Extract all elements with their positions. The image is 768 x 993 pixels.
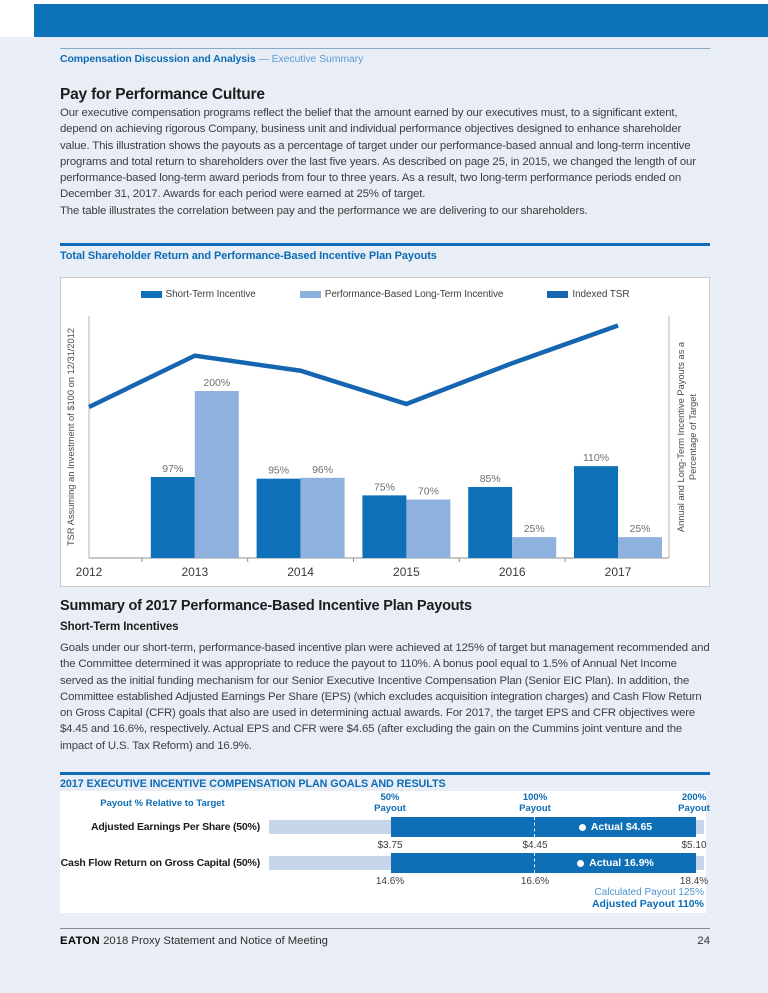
- legend-swatch-icon: [300, 291, 321, 298]
- table-row-eps: [60, 817, 706, 837]
- legend-swatch-icon: [547, 291, 568, 298]
- adjusted-payout: Adjusted Payout 110%: [591, 898, 704, 910]
- footer-title: 2018 Proxy Statement and Notice of Meeting: [103, 935, 328, 947]
- legend-item: [547, 289, 629, 300]
- actual-marker-cfr: [535, 853, 696, 873]
- chart-section-title: Total Shareholder Return and Performance-Based Incentive Plan Payouts: [60, 250, 437, 262]
- tsr-payout-chart-svg: [61, 278, 711, 588]
- svg-text:95%: 95%: [268, 464, 290, 477]
- svg-text:TSR Assuming an Investment of: TSR Assuming an Investment of $100 on 12/31/2012: [66, 327, 76, 547]
- column-header-200: 200% Payout: [678, 792, 710, 814]
- goals-table-title: 2017 EXECUTIVE INCENTIVE COMPENSATION PLAN GOALS AND RESULTS: [60, 778, 446, 790]
- svg-text:70%: 70%: [417, 485, 439, 498]
- column-header-50: 50% Payout: [374, 792, 406, 814]
- actual-marker-eps: [535, 817, 696, 837]
- goals-table-header-left: Payout % Relative to Target: [100, 798, 225, 809]
- intro-paragraph-2: The table illustrates the correlation between pay and the performance we are delivering to our shareholders.: [60, 205, 588, 217]
- values-row-eps: $3.75 $4.45 $5.10: [377, 840, 707, 851]
- svg-text:2014: 2014: [287, 565, 314, 579]
- row-label-cfr: Cash Flow Return on Gross Capital (50%): [60, 857, 260, 869]
- svg-text:97%: 97%: [162, 463, 184, 476]
- legend-swatch-icon: [141, 291, 162, 298]
- chart-legend: [61, 289, 709, 300]
- summary-heading: Summary of 2017 Performance-Based Incentive Plan Payouts: [60, 598, 472, 614]
- page-number: 24: [697, 935, 710, 947]
- summary-paragraph: Goals under our short-term, performance-based incentive plan were achieved at 125% of target but management recommended and the Committee determined it was appropriate to reduce the payout to 110%. A bonus pool equal to 1.5% of Annual Net Income served as the initial funding mechanism for our Senior Executive Incentive Compensation Plan (Senior EIC Plan). In addition, the Committee established Adjusted Earnings Per Share (EPS) (which excludes acquisition integration charges) and Cash Flow Return on Gross Capital (CFR) goals that also are used in determining actual awards. For 2017, the target EPS and CFR objectives were $4.45 and 16.6%, respectively. Actual EPS and CFR were $4.65 (after excluding the gain on the Cummins joint venture and the impact of U.S. Tax Reform) and 16.9%.: [60, 642, 710, 752]
- summary-subheading: Short-Term Incentives: [60, 621, 179, 633]
- svg-text:Percentage of Target: Percentage of Target: [688, 393, 698, 481]
- svg-text:2013: 2013: [181, 565, 209, 579]
- legend-item: [300, 289, 504, 300]
- column-header-100: 100% Payout: [519, 792, 551, 814]
- svg-text:75%: 75%: [373, 481, 395, 494]
- legend-label: Short-Term Incentive: [165, 289, 256, 300]
- goals-table-rule: [60, 772, 710, 775]
- intro-paragraph-1: Our executive compensation programs reflect the belief that the amount earned by our executives must, to a significant extent, depend on achieving rigorous Company, business unit and individual performance objectives designed to enhance shareholder value. This illustration shows the payouts as a percentage of target under our performance-based annual and long-term incentive programs and total return to shareholders over the last five years. As described on page 25, in 2015, we changed the length of our performance-based long-term award periods from four to three years. As a result, two long-term performance periods ended on December 31, 2017. Awards for each period were earned at 25% of target.: [60, 107, 696, 201]
- footer-text: [60, 935, 328, 947]
- svg-text:2015: 2015: [393, 565, 420, 579]
- svg-text:2016: 2016: [498, 565, 526, 579]
- breadcrumb: [60, 53, 710, 65]
- values-row-cfr: 14.6% 16.6% 18.4%: [375, 876, 709, 887]
- row-label-eps: Adjusted Earnings Per Share (50%): [90, 821, 260, 833]
- chart-section-rule: [60, 243, 710, 246]
- goals-table: [60, 791, 710, 913]
- breadcrumb-subsection: Executive Summary: [271, 53, 364, 65]
- breadcrumb-rule: [60, 48, 710, 49]
- top-banner-bar: [34, 4, 768, 37]
- eaton-logo-text: EATON: [60, 935, 100, 947]
- svg-text:85%: 85%: [479, 473, 501, 486]
- svg-text:Annual and Long-Term Incentive: Annual and Long-Term Incentive Payouts as a: [676, 341, 686, 533]
- actual-label-cfr: Actual 16.9%: [589, 857, 654, 869]
- goals-table-header-row: [60, 792, 710, 815]
- legend-item: [141, 289, 256, 300]
- footer: [60, 935, 710, 947]
- table-row-cfr: [60, 853, 706, 873]
- svg-text:110%: 110%: [582, 452, 610, 465]
- tsr-payout-chart: [60, 277, 710, 587]
- footer-rule: [60, 928, 710, 929]
- breadcrumb-separator: —: [258, 53, 269, 65]
- svg-text:200%: 200%: [203, 377, 231, 389]
- legend-label: Indexed TSR: [572, 289, 630, 300]
- svg-text:96%: 96%: [312, 463, 334, 476]
- page-title: Pay for Performance Culture: [60, 86, 265, 103]
- svg-text:25%: 25%: [523, 523, 545, 536]
- svg-text:25%: 25%: [629, 523, 651, 536]
- actual-label-eps: Actual $4.65: [590, 821, 653, 833]
- breadcrumb-section: Compensation Discussion and Analysis: [60, 53, 256, 65]
- svg-text:2017: 2017: [604, 565, 632, 579]
- svg-text:2012: 2012: [75, 565, 103, 579]
- calculated-payout: Calculated Payout 125%: [594, 887, 704, 898]
- legend-label: Performance-Based Long-Term Incentive: [324, 289, 504, 300]
- actual-dot-icon: [577, 860, 584, 867]
- actual-dot-icon: [579, 824, 586, 831]
